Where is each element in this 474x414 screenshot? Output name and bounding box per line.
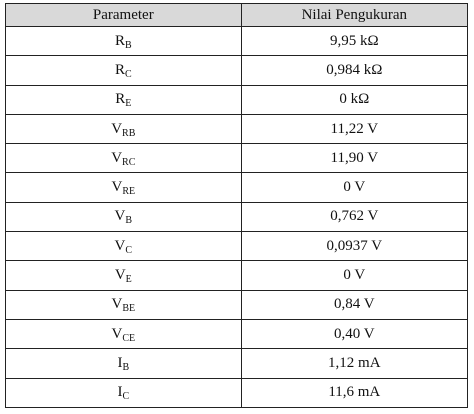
parameter-subscript: RE bbox=[122, 186, 136, 198]
parameter-cell bbox=[6, 173, 242, 202]
parameter-symbol: I bbox=[117, 354, 123, 371]
value-cell: 0,762 V bbox=[241, 202, 467, 231]
table-row bbox=[6, 85, 468, 114]
parameter-subscript: C bbox=[125, 244, 133, 256]
parameter-symbol: V bbox=[111, 296, 123, 313]
parameter-symbol: V bbox=[111, 120, 123, 137]
parameter-symbol: R bbox=[114, 32, 125, 49]
value-cell: 0 V bbox=[241, 173, 467, 202]
parameter-symbol: V bbox=[111, 325, 123, 342]
parameter-subscript: RC bbox=[122, 156, 136, 168]
parameter-cell bbox=[6, 290, 242, 319]
table-row bbox=[6, 202, 468, 231]
header-row bbox=[6, 4, 468, 27]
parameter-symbol: V bbox=[111, 149, 123, 166]
table-row bbox=[6, 319, 468, 348]
parameter-subscript: B bbox=[122, 361, 130, 373]
value-cell: 9,95 kΩ bbox=[241, 27, 467, 56]
parameter-subscript: B bbox=[124, 39, 132, 51]
parameter-symbol: V bbox=[114, 237, 126, 254]
parameter-subscript: E bbox=[125, 274, 132, 286]
parameter-cell bbox=[6, 144, 242, 173]
parameter-cell bbox=[6, 319, 242, 348]
parameter-symbol: V bbox=[114, 267, 126, 284]
parameter-symbol: R bbox=[115, 91, 126, 108]
table-row bbox=[6, 290, 468, 319]
table-row bbox=[6, 232, 468, 261]
value-cell: 0 V bbox=[241, 261, 467, 290]
value-cell: 0,0937 V bbox=[241, 232, 467, 261]
value-cell: 1,12 mA bbox=[241, 349, 467, 378]
parameter-subscript: C bbox=[122, 391, 130, 403]
parameter-cell bbox=[6, 56, 242, 85]
parameter-cell bbox=[6, 85, 242, 114]
value-cell: 0,84 V bbox=[241, 290, 467, 319]
parameter-cell bbox=[6, 114, 242, 143]
parameter-symbol: V bbox=[111, 179, 123, 196]
table-row bbox=[6, 261, 468, 290]
value-cell: 11,22 V bbox=[241, 114, 467, 143]
parameter-subscript: E bbox=[125, 98, 132, 110]
table-header bbox=[6, 4, 468, 27]
table-row bbox=[6, 144, 468, 173]
table-row bbox=[6, 173, 468, 202]
measurement-table-container bbox=[5, 3, 468, 408]
parameter-subscript: BE bbox=[122, 303, 136, 315]
header-nilai-pengukuran: Nilai Pengukuran bbox=[241, 4, 467, 27]
measurement-table bbox=[5, 3, 468, 408]
parameter-subscript: RB bbox=[122, 127, 136, 139]
parameter-subscript: C bbox=[124, 68, 132, 80]
header-parameter: Parameter bbox=[6, 4, 242, 27]
value-cell: 0,40 V bbox=[241, 319, 467, 348]
value-cell: 11,90 V bbox=[241, 144, 467, 173]
value-cell: 0,984 kΩ bbox=[241, 56, 467, 85]
parameter-cell bbox=[6, 349, 242, 378]
table-row bbox=[6, 27, 468, 56]
value-cell: 0 kΩ bbox=[241, 85, 467, 114]
table-row bbox=[6, 56, 468, 85]
parameter-cell bbox=[6, 27, 242, 56]
parameter-subscript: B bbox=[125, 215, 133, 227]
table-row bbox=[6, 378, 468, 407]
parameter-symbol: V bbox=[114, 208, 126, 225]
parameter-cell bbox=[6, 232, 242, 261]
value-cell: 11,6 mA bbox=[241, 378, 467, 407]
parameter-symbol: R bbox=[114, 61, 125, 78]
parameter-cell bbox=[6, 202, 242, 231]
table-body bbox=[6, 27, 468, 408]
table-row bbox=[6, 349, 468, 378]
parameter-cell bbox=[6, 261, 242, 290]
parameter-cell bbox=[6, 378, 242, 407]
parameter-subscript: CE bbox=[122, 332, 136, 344]
table-row bbox=[6, 114, 468, 143]
parameter-symbol: I bbox=[117, 384, 123, 401]
